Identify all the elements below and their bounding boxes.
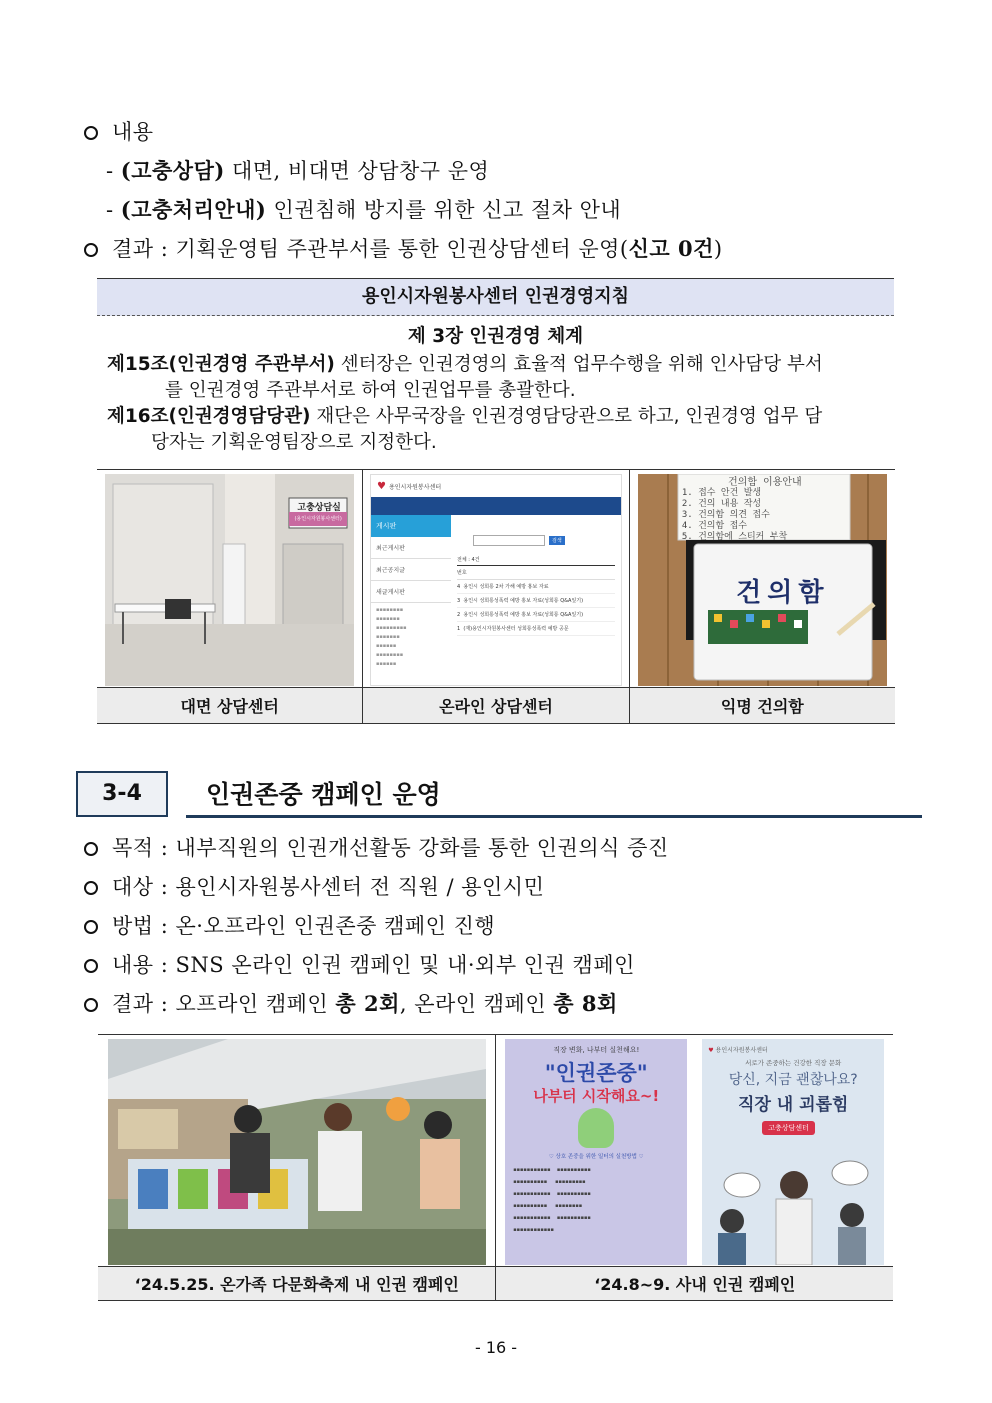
caption-online: 온라인 상담센터 [363,688,629,724]
poster1-top: 직장 변화, 나부터 실천해요! [553,1046,640,1054]
content-heading: 내용 [84,117,154,147]
section-title: 인권존중 캠페인 운영 [206,780,441,809]
web-menu-board[interactable]: 게시판 [371,515,451,537]
guideline-body [97,316,894,456]
result-line: 결과 : 기획운영팀 주관부서를 통한 인권상담센터 운영(신고 0건) [84,234,723,264]
web-menu-new[interactable]: 새글게시판 [371,581,451,603]
web-list-row[interactable]: 4 용인시 성희롱 2차 가해 예방 홍보 자료 [457,580,615,594]
bullet-circle-icon [84,243,98,257]
bullet-circle-icon [84,959,98,973]
web-menu-recent[interactable]: 최근게시판 [371,537,451,559]
room-sign-sub: (용인시자원봉사센터) [294,516,342,522]
poster2-big: 직장 내 괴롭힘 [738,1095,849,1115]
festival-crowd-illustration [108,1039,486,1265]
article-15: 제15조(인권경영 주관부서) 센터장은 인권경영의 효율적 업무수행을 위해 인사담당 부서 를 인권경영 주관부서로 하여 인권업무를 총괄한다. [107,354,823,401]
target-line: 대상 : 용인시자원봉사센터 전 직원 / 용인시민 [84,872,544,902]
web-search-input[interactable] [473,535,545,546]
online-counseling-screenshot [370,474,622,686]
web-nav-bar [371,497,621,515]
web-count: 전체 : 4건 [457,556,615,566]
heart-logo-icon: ♥ [376,480,386,492]
web-list-row[interactable]: 3 용인시 성희롱성폭력 예방 홍보 자료(성희롱 Q&A잎기) [457,594,615,608]
dragon-mascot-icon [578,1108,614,1148]
room-sign: 고충상담실 [297,503,341,513]
poster1-big: "인권존중" [544,1061,648,1085]
page-number: - 16 - [474,1338,518,1357]
campaign-poster-harassment [702,1039,884,1265]
bullet-circle-icon [84,842,98,856]
web-search-button[interactable]: 검색 [549,536,565,545]
bullet-circle-icon [84,881,98,895]
guideline-chapter: 제 3장 인권경영 체계 [407,326,584,347]
poster1-list-title: ♡ 상호 존중을 위한 일터의 실천방법 ♡ [548,1154,644,1160]
poster2-badge: 고충상담센터 [762,1121,815,1135]
campaign-content-line: 내용 : SNS 온라인 인권 캠페인 및 내·외부 인권 캠페인 [84,950,635,980]
photo-table-counseling [97,469,895,724]
section-number: 3-4 [76,771,168,817]
box-label: 건의함 [736,578,830,608]
caption-face-to-face: 대면 상담센터 [97,688,363,724]
article-16: 제16조(인권경영담당관) 재단은 사무국장을 인권경영담당관으로 하고, 인권경영 업무 담 당자는 기획운영팀장으로 지정한다. [107,406,823,453]
web-col-header: 번호 [457,566,615,580]
web-logo: ♥ 용인시자원봉사센터 [376,480,442,492]
campaign-poster-respect [505,1039,687,1265]
office-people-illustration [702,1155,884,1265]
campaign-result-line: 결과 : 오프라인 캠페인 총 2회, 온라인 캠페인 총 8회 [84,989,618,1019]
caption-internal-campaign: ‘24.8~9. 사내 인권 캠페인 [496,1267,893,1301]
poster2-logo: ♥ 용인시자원봉사센터 [708,1047,768,1054]
face-to-face-counseling-photo [105,474,354,686]
caption-festival-campaign: ‘24.5.25. 온가족 다문화축제 내 인권 캠페인 [98,1267,496,1301]
festival-campaign-photo [108,1039,486,1265]
bullet-circle-icon [84,998,98,1012]
bullet-circle-icon [84,920,98,934]
poster2-top: 서로가 존중하는 건강한 직장 문화 [745,1059,842,1067]
photo-table-campaign [98,1034,893,1301]
poster2-question: 당신, 지금 괜찮나요? [728,1072,858,1088]
content-item-2: - (고충처리안내) 인권침해 방지를 위한 신고 절차 안내 [106,197,622,222]
web-main [451,515,621,672]
anonymous-suggestion-box-photo [638,474,887,686]
purpose-line: 목적 : 내부직원의 인권개선활동 강화를 통한 인권의식 증진 [84,833,669,863]
web-list-row[interactable]: 2 용인시 성희롱성폭력 예방 홍보 자료(성희롱 Q&A잎기) [457,608,615,622]
method-line: 방법 : 온·오프라인 인권존중 캠페인 진행 [84,911,495,941]
box-notice: 건의함 이용안내 1. 접수 안건 발생 2. 건의 내용 작성 3. 건의함 의견 접수 4. 건의함 접수 5. 건의함에 스티커 부착 [681,477,802,542]
caption-suggestion-box: 익명 건의함 [629,688,895,724]
guideline-header: 용인시자원봉사센터 인권경영지침 [97,278,894,316]
poster1-sub: 나부터 시작해요~! [533,1087,660,1105]
bullet-circle-icon [84,126,98,140]
content-item-1: - (고충상담) 대면, 비대면 상담창구 운영 [106,158,490,183]
section-rule [186,815,922,818]
web-list-row[interactable]: 1 (재)용인시자원봉사센터 성희롱성폭력 예방 공문 [457,622,615,636]
poster1-list: ▪▪▪▪▪▪▪▪▪▪▪ ▪▪▪▪▪▪▪▪▪▪ ▪▪▪▪▪▪▪▪▪▪ ▪▪▪▪▪▪▪▪▪ ▪▪▪▪▪▪▪▪▪▪▪ ▪▪▪▪▪▪▪▪▪▪ ▪▪▪▪▪▪▪▪▪▪ ▪▪▪▪▪▪▪▪ ▪▪▪▪▪▪▪▪▪▪▪ ▪▪▪▪▪▪▪▪▪▪ ▪▪▪▪▪▪▪▪▪▪▪▪ [513,1167,591,1233]
heart-logo-icon: ♥ [708,1047,714,1054]
web-sidebar [371,515,451,672]
web-menu-notice[interactable]: 최근공지글 [371,559,451,581]
web-submenu: ▪▪▪▪▪▪▪▪ ▪▪▪▪▪▪▪ ▪▪▪▪▪▪▪▪▪ ▪▪▪▪▪▪▪ ▪▪▪▪▪▪ ▪▪▪▪▪▪▪▪ ▪▪▪▪▪▪ [375,607,407,667]
